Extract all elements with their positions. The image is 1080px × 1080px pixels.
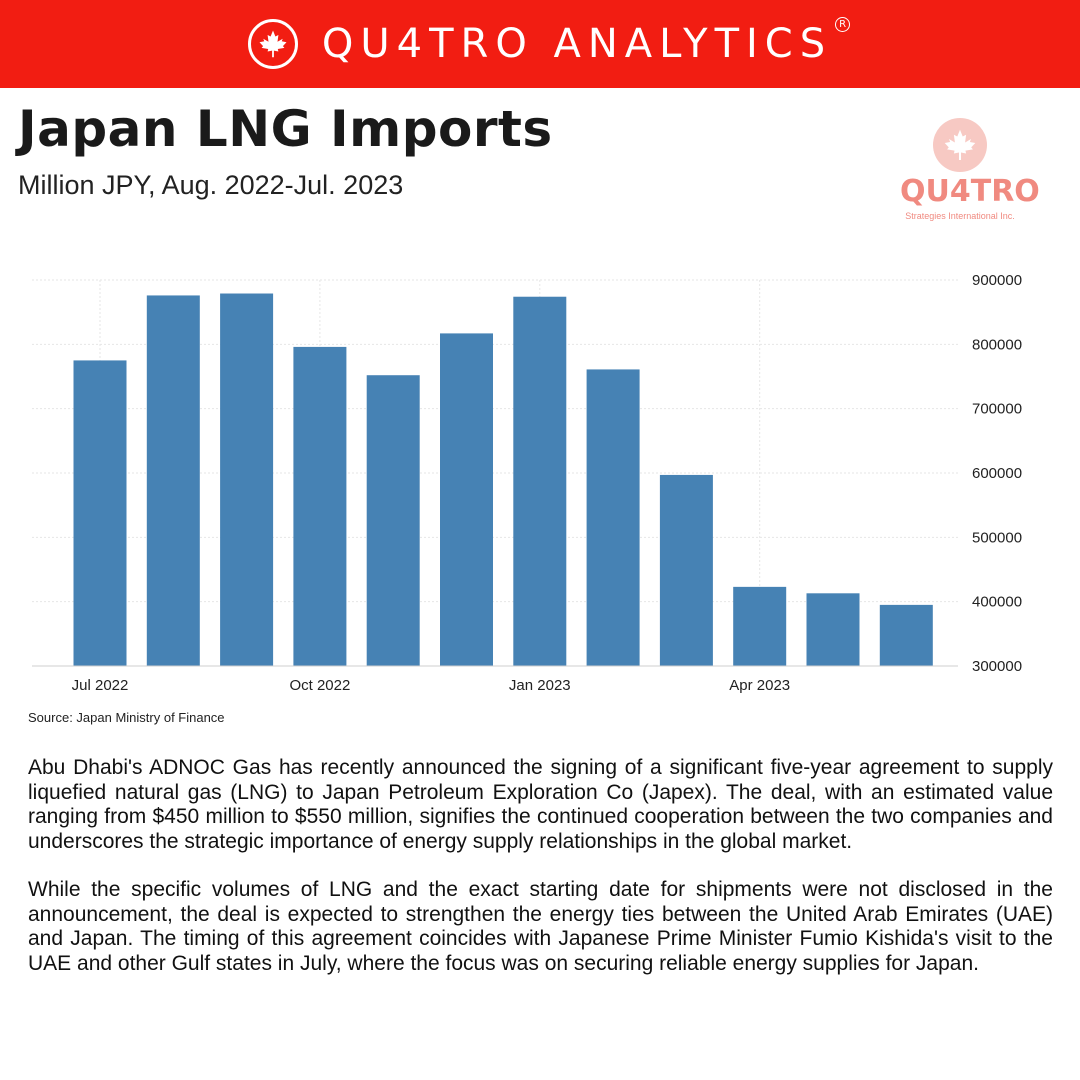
y-tick-label: 900000 bbox=[972, 272, 1023, 289]
company-logo bbox=[900, 118, 1040, 228]
chart-title: Japan LNG Imports bbox=[18, 100, 553, 158]
maple-leaf-icon bbox=[248, 19, 298, 69]
chart-bar bbox=[367, 375, 420, 666]
chart-bar bbox=[660, 475, 713, 666]
y-tick-label: 400000 bbox=[972, 593, 1023, 611]
brand bbox=[248, 19, 847, 69]
x-tick-label: Jul 2022 bbox=[71, 677, 129, 694]
chart-bar bbox=[733, 587, 786, 666]
chart-bar bbox=[440, 333, 493, 666]
chart-bar bbox=[74, 360, 127, 666]
article-paragraph: Abu Dhabi's ADNOC Gas has recently announced the signing of a significant five-year agreement to supply liquefied natural gas (LNG) to Japan Petroleum Exploration Co (Japex). The deal, with an estimated value ranging from $450 million to $550 million, signifies the continued cooperation between the two companies and underscores the strategic importance of energy supply relationships in the global market. bbox=[28, 756, 1053, 853]
y-tick-label: 800000 bbox=[972, 336, 1023, 354]
brand-name: QU4TRO ANALYTICS bbox=[321, 21, 833, 67]
bar-chart bbox=[0, 262, 1080, 702]
x-tick-label: Jan 2023 bbox=[508, 677, 571, 694]
y-tick-label: 500000 bbox=[972, 529, 1023, 547]
chart-bar bbox=[587, 369, 640, 666]
chart-bar bbox=[880, 605, 933, 666]
y-tick-label: 600000 bbox=[972, 465, 1023, 482]
x-tick-label: Apr 2023 bbox=[729, 677, 791, 694]
chart-bar bbox=[147, 295, 200, 666]
y-tick-label: 300000 bbox=[972, 658, 1023, 675]
chart-subtitle: Million JPY, Aug. 2022-Jul. 2023 bbox=[18, 170, 404, 200]
header-bar bbox=[0, 0, 1080, 88]
chart-source: Source: Japan Ministry of Finance bbox=[28, 710, 225, 725]
x-tick-label: Oct 2022 bbox=[289, 677, 351, 694]
chart-bar bbox=[513, 297, 566, 666]
maple-leaf-icon bbox=[933, 118, 987, 172]
article-body bbox=[28, 756, 1053, 1000]
logo-tagline: Strategies International Inc. bbox=[905, 211, 1015, 221]
logo-name: QU4TRO bbox=[900, 174, 1040, 209]
chart-bar bbox=[807, 593, 860, 666]
registered-mark: R bbox=[835, 17, 850, 32]
y-tick-label: 700000 bbox=[972, 400, 1023, 418]
chart-bar bbox=[220, 294, 273, 666]
article-paragraph: While the specific volumes of LNG and the exact starting date for shipments were not disclosed in the announcement, the deal is expected to strengthen the energy ties between the United Arab Emirates (UAE) and Japan. The timing of this agreement coincides with Japanese Prime Minister Fumio Kishida's visit to the UAE and other Gulf states in July, where the focus was on securing reliable energy supplies for Japan. bbox=[28, 878, 1053, 975]
chart-bar bbox=[293, 347, 346, 666]
